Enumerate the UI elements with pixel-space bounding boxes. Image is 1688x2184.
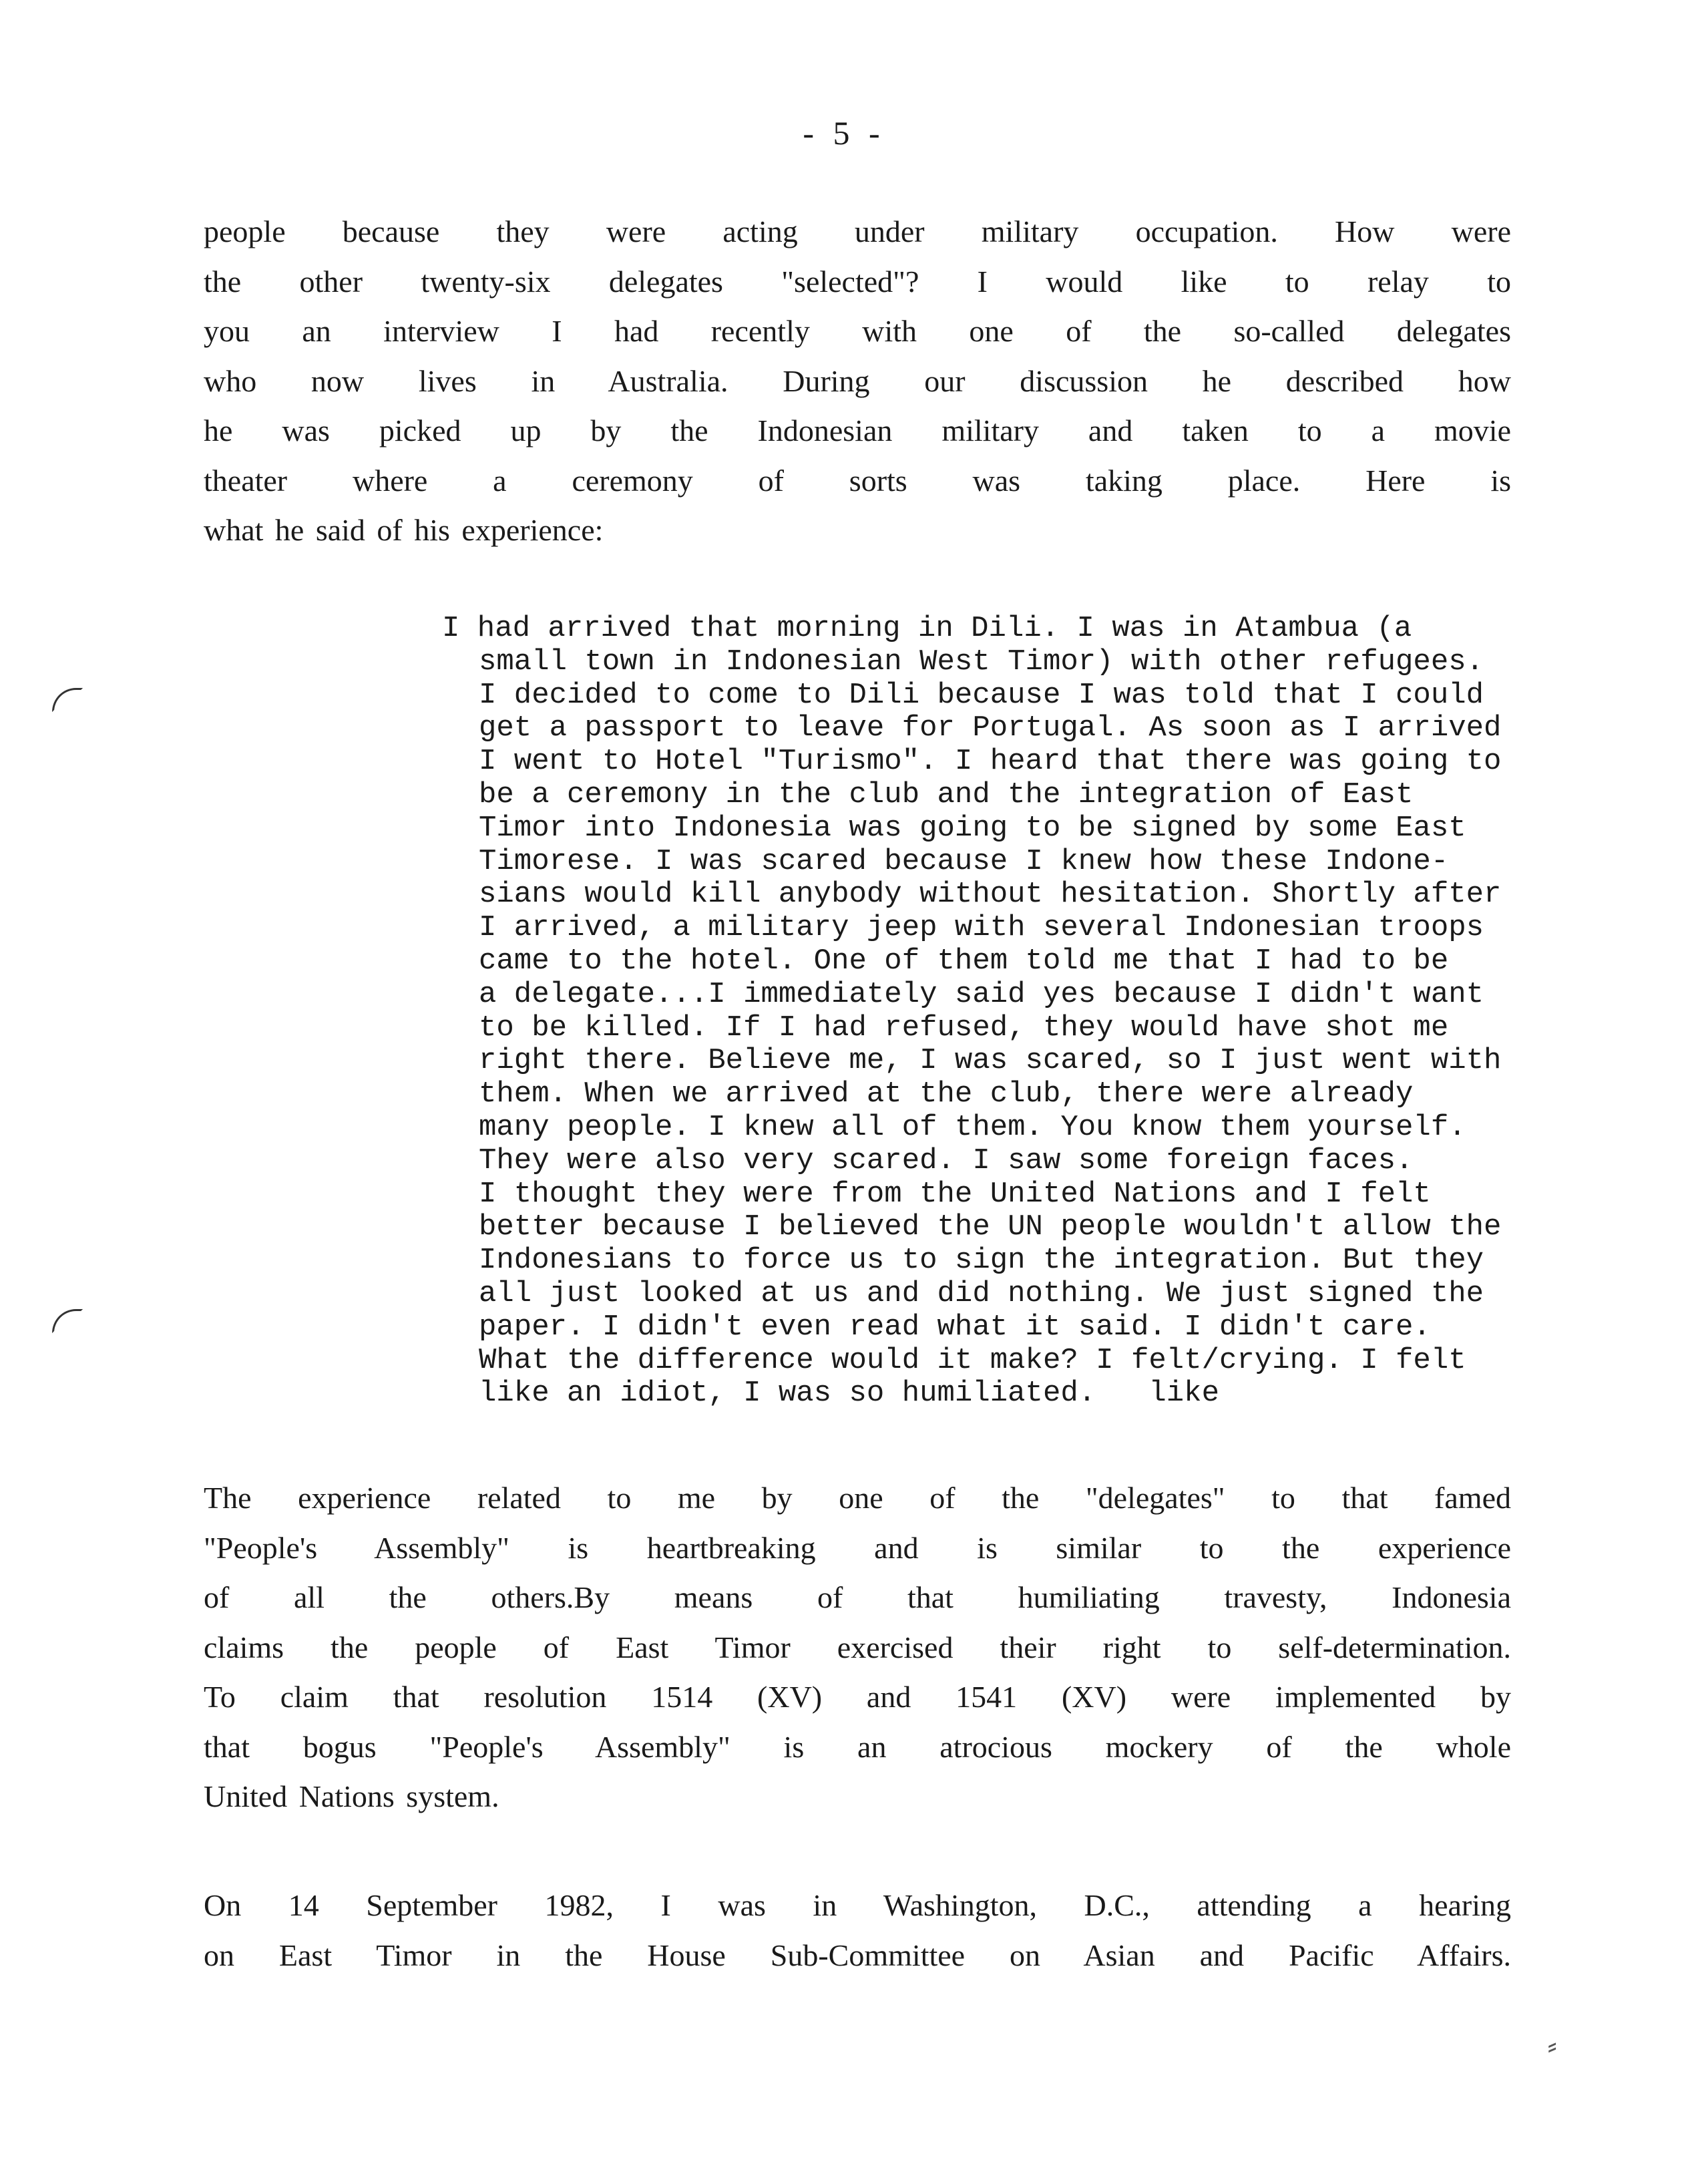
quote-line: I had arrived that morning in Dili. I was in Atambua (a bbox=[442, 612, 1412, 645]
quote-line: get a passport to leave for Portugal. As soon as I arrived bbox=[479, 711, 1502, 745]
quote-line: They were also very scared. I saw some foreign faces. bbox=[479, 1143, 1414, 1177]
paragraph-line: theater where a ceremony of sorts was taking place. Here is bbox=[204, 463, 1511, 498]
quote-line: I thought they were from the United Nations and I felt bbox=[479, 1177, 1431, 1211]
page-number: - 5 - bbox=[803, 114, 885, 152]
interview-quote bbox=[442, 612, 1524, 1411]
paragraph-line: you an interview I had recently with one of the so-called delegates bbox=[204, 314, 1511, 348]
quote-line: came to the hotel. One of them told me that I had to be bbox=[479, 944, 1449, 978]
paragraph-analysis bbox=[204, 1473, 1511, 1822]
quote-line: be a ceremony in the club and the integration of East bbox=[479, 777, 1414, 811]
paragraph-line: that bogus "People's Assembly" is an atrocious mockery of the whole bbox=[204, 1729, 1511, 1764]
paragraph-intro bbox=[204, 207, 1511, 556]
quote-line: sians would kill anybody without hesitation. Shortly after bbox=[479, 878, 1502, 912]
paragraph-line: On 14 September 1982, I was in Washington, D.C., attending a hearing bbox=[204, 1888, 1511, 1922]
paragraph-hearing bbox=[204, 1881, 1511, 1980]
quote-line: Indonesians to force us to sign the integration. But they bbox=[479, 1244, 1484, 1278]
quote-line: I went to Hotel "Turismo". I heard that there was going to bbox=[479, 745, 1502, 779]
quote-line: like an idiot, I was so humiliated. like bbox=[479, 1377, 1219, 1411]
quote-line: What the difference would it make? I felt/crying. I felt bbox=[479, 1343, 1466, 1377]
quote-line: paper. I didn't even read what it said. I didn't care. bbox=[479, 1310, 1431, 1344]
paragraph-line: he was picked up by the Indonesian military and taken to a movie bbox=[204, 413, 1511, 447]
paragraph-line: what he said of his experience: bbox=[204, 513, 604, 547]
hole-punch-mark bbox=[52, 688, 83, 712]
quote-line: right there. Believe me, I was scared, so I just went with bbox=[479, 1044, 1502, 1078]
paragraph-line: The experience related to me by one of the "delegates" to that famed bbox=[204, 1481, 1511, 1515]
paragraph-line: people because they were acting under military occupation. How were bbox=[204, 214, 1511, 248]
quote-line: many people. I knew all of them. You know them yourself. bbox=[479, 1110, 1466, 1144]
paragraph-line: United Nations system. bbox=[204, 1779, 499, 1813]
paragraph-line: claims the people of East Timor exercised their right to self-determination. bbox=[204, 1630, 1511, 1664]
paragraph-line: "People's Assembly" is heartbreaking and is similar to the experience bbox=[204, 1530, 1511, 1565]
quote-line: Timorese. I was scared because I knew how these Indone- bbox=[479, 844, 1449, 878]
quote-line: a delegate...I immediately said yes because I didn't want bbox=[479, 977, 1484, 1011]
paragraph-line: of all the others.By means of that humiliating travesty, Indonesia bbox=[204, 1580, 1511, 1614]
quote-line: I decided to come to Dili because I was told that I could bbox=[479, 678, 1484, 712]
quote-line: better because I believed the UN people wouldn't allow the bbox=[479, 1210, 1502, 1244]
hole-punch-mark bbox=[52, 1309, 83, 1333]
quote-line: Timor into Indonesia was going to be signed by some East bbox=[479, 811, 1466, 845]
quote-line: I arrived, a military jeep with several Indonesian troops bbox=[479, 911, 1484, 945]
quote-line: small town in Indonesian West Timor) with other refugees. bbox=[479, 645, 1484, 679]
quote-line: all just looked at us and did nothing. We just signed the bbox=[479, 1276, 1484, 1310]
paragraph-line: To claim that resolution 1514 (XV) and 1541 (XV) were implemented by bbox=[204, 1680, 1511, 1714]
quote-line: them. When we arrived at the club, there were already bbox=[479, 1077, 1414, 1111]
paragraph-line: the other twenty-six delegates "selected"? I would like to relay to bbox=[204, 264, 1511, 299]
quote-line: to be killed. If I had refused, they would have shot me bbox=[479, 1011, 1449, 1045]
paragraph-line: who now lives in Australia. During our discussion he described how bbox=[204, 363, 1511, 398]
paragraph-line: on East Timor in the House Sub-Committee on Asian and Pacific Affairs. bbox=[204, 1938, 1511, 1972]
scan-smudge: ⸗ bbox=[1548, 2030, 1557, 2061]
